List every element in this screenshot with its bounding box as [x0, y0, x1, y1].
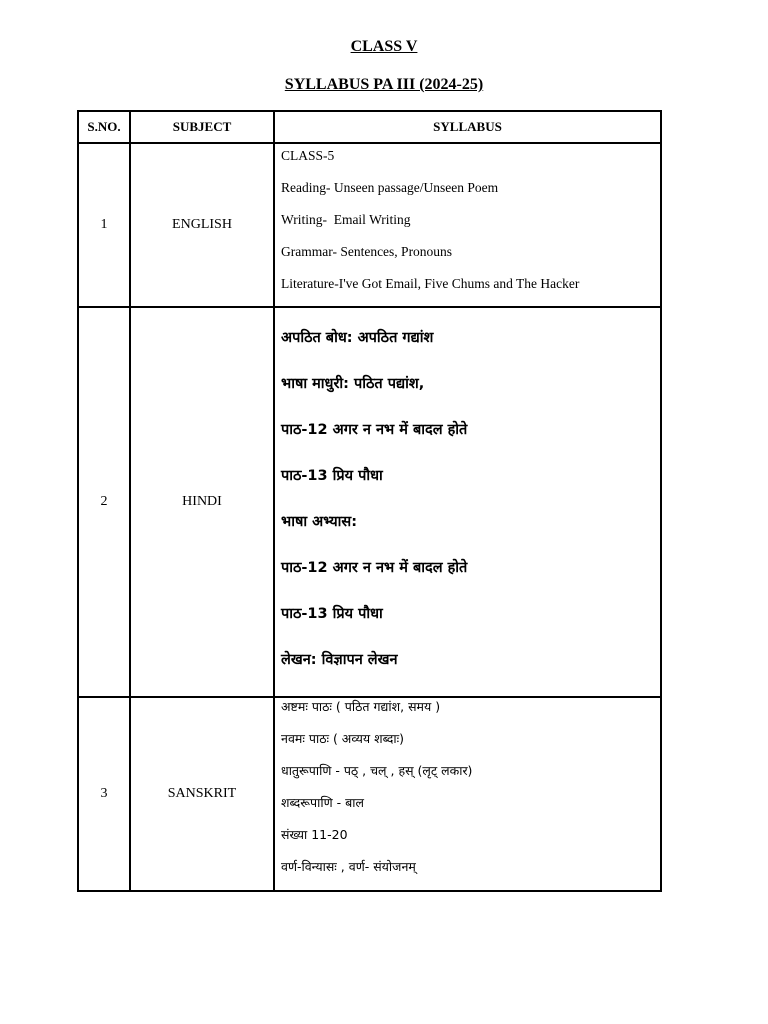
table-header-row: [78, 111, 661, 143]
syllabus-line: भाषा अभ्यास:: [281, 514, 358, 530]
page-subtitle: SYLLABUS PA III (2024-25): [284, 76, 484, 93]
syllabus-line: अपठित बोध: अपठित गद्यांश: [281, 330, 434, 346]
syllabus-line: पाठ-12 अगर न नभ में बादल होते: [281, 422, 468, 438]
syllabus-line: Grammar- Sentences, Pronouns: [281, 244, 453, 259]
syllabus-table: [77, 110, 662, 892]
syllabus-line: पाठ-13 प्रिय पौधा: [281, 468, 383, 484]
sno-cell: 3: [78, 697, 130, 891]
table-row-english: [78, 143, 661, 307]
syllabus-line: लेखन: विज्ञापन लेखन: [281, 652, 398, 668]
syllabus-line: Writing- Email Writing: [281, 212, 411, 227]
syllabus-line: नवमः पाठः ( अव्यय शब्दाः): [281, 731, 405, 746]
syllabus-line: भाषा माधुरी: पठित पद्यांश,: [281, 376, 425, 392]
syllabus-line: शब्दरूपाणि - बाल: [281, 795, 364, 810]
syllabus-line: पाठ-13 प्रिय पौधा: [281, 606, 383, 622]
syllabus-cell: [274, 307, 661, 697]
page-title: CLASS V: [350, 38, 418, 55]
header-sno: S.NO.: [78, 111, 130, 143]
header-syllabus: SYLLABUS: [274, 111, 661, 143]
table-row-hindi: [78, 307, 661, 697]
syllabus-line: संख्या 11-20: [281, 827, 348, 842]
sno-cell: 1: [78, 143, 130, 307]
syllabus-cell: [274, 143, 661, 307]
sno-cell: 2: [78, 307, 130, 697]
syllabus-line: CLASS-5: [281, 148, 335, 163]
syllabus-line: वर्ण-विन्यासः , वर्ण- संयोजनम्: [281, 859, 416, 874]
syllabus-line: Reading- Unseen passage/Unseen Poem: [281, 180, 499, 195]
syllabus-line: Literature-I've Got Email, Five Chums and The Hacker: [281, 276, 580, 291]
syllabus-line: पाठ-12 अगर न नभ में बादल होते: [281, 560, 468, 576]
subject-cell: SANSKRIT: [130, 697, 274, 891]
syllabus-line: धातुरूपाणि - पठ् , चल् , हस् (लृट् लकार): [281, 763, 473, 778]
subject-cell: ENGLISH: [130, 143, 274, 307]
syllabus-cell: [274, 697, 661, 891]
table-row-sanskrit: [78, 697, 661, 891]
header-subject: SUBJECT: [130, 111, 274, 143]
subject-cell: HINDI: [130, 307, 274, 697]
syllabus-line: अष्टमः पाठः ( पठित गद्यांश, समय ): [281, 699, 441, 714]
